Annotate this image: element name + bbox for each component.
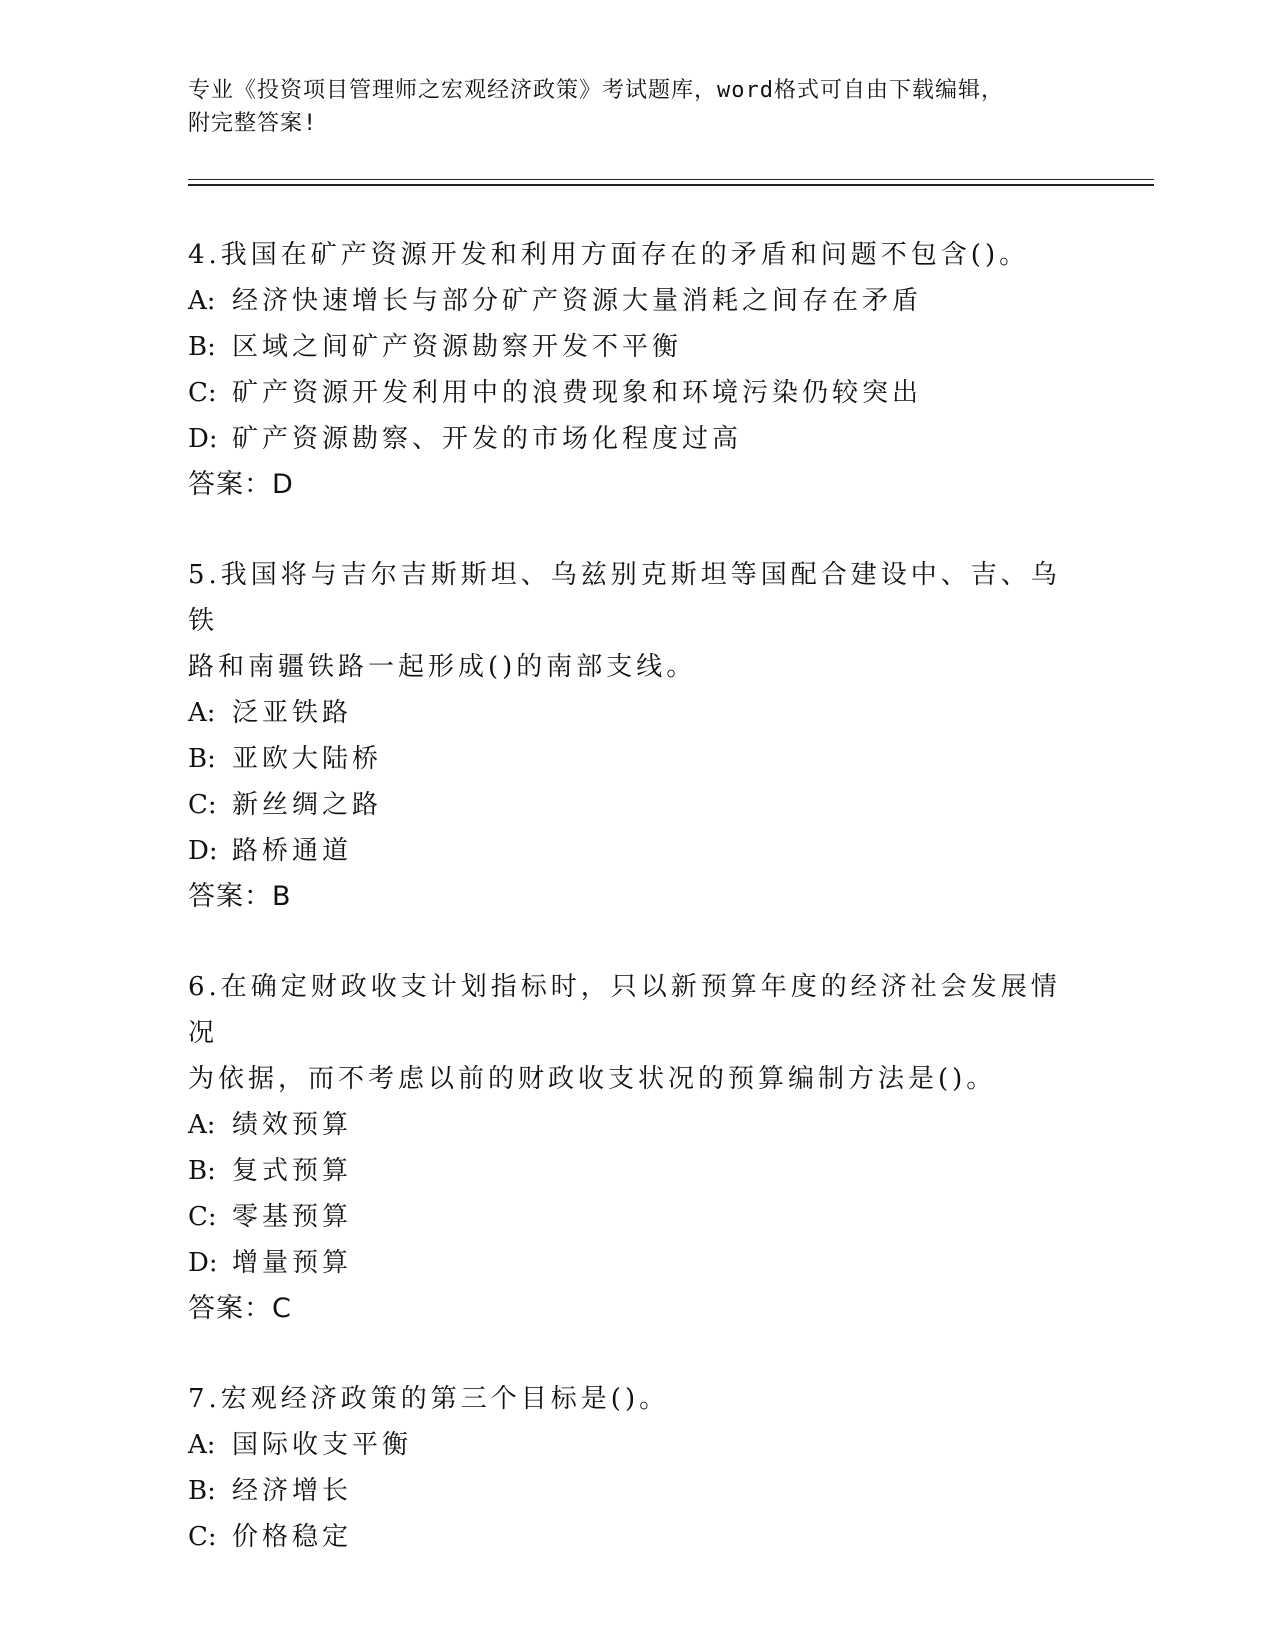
answer-option	[188, 1148, 1088, 1194]
question-block	[188, 552, 1088, 920]
option-key: A:	[188, 286, 216, 316]
option-text: 国际收支平衡	[232, 1430, 413, 1460]
answer-option	[188, 324, 1088, 370]
option-key: B:	[188, 744, 216, 774]
header-divider-thick	[188, 184, 1154, 186]
answer-key: 答案：B	[188, 881, 292, 912]
question-stem: 7.宏观经济政策的第三个目标是()。	[188, 1384, 670, 1414]
answer-option	[188, 416, 1088, 462]
question-block	[188, 232, 1088, 508]
answer-option	[188, 736, 1088, 782]
option-key: B:	[188, 332, 216, 362]
option-text: 零基预算	[232, 1202, 353, 1232]
header-line-1: 专业《投资项目管理师之宏观经济政策》考试题库，word格式可自由下载编辑，	[188, 78, 1004, 103]
answer-option	[188, 1102, 1088, 1148]
header-line-2: 附完整答案!	[188, 111, 318, 136]
answer-option	[188, 1468, 1088, 1514]
option-key: C:	[188, 378, 217, 408]
option-text: 泛亚铁路	[232, 698, 353, 728]
option-text: 复式预算	[232, 1156, 353, 1186]
document-header	[188, 74, 1088, 140]
option-key: B:	[188, 1156, 216, 1186]
header-divider-thin	[188, 179, 1154, 180]
question-stem: 路和南疆铁路一起形成()的南部支线。	[188, 652, 697, 682]
answer-option	[188, 1240, 1088, 1286]
option-key: A:	[188, 1430, 216, 1460]
option-text: 矿产资源勘察、开发的市场化程度过高	[232, 424, 743, 454]
option-key: A:	[188, 1110, 216, 1140]
option-text: 矿产资源开发利用中的浪费现象和环境污染仍较突出	[232, 378, 923, 408]
option-key: D:	[188, 424, 218, 454]
answer-key: 答案：C	[188, 1293, 292, 1324]
question-block	[188, 964, 1088, 1332]
answer-option	[188, 1514, 1088, 1560]
option-text: 经济快速增长与部分矿产资源大量消耗之间存在矛盾	[232, 286, 923, 316]
option-key: B:	[188, 1476, 216, 1506]
option-text: 增量预算	[232, 1248, 353, 1278]
option-text: 亚欧大陆桥	[232, 744, 383, 774]
option-text: 绩效预算	[232, 1110, 353, 1140]
option-key: C:	[188, 1522, 217, 1552]
question-stem: 为依据，而不考虑以前的财政收支状况的预算编制方法是()。	[188, 1064, 997, 1094]
answer-option	[188, 782, 1088, 828]
answer-option	[188, 690, 1088, 736]
option-text: 价格稳定	[232, 1522, 353, 1552]
answer-key: 答案：D	[188, 469, 294, 500]
question-stem: 5.我国将与吉尔吉斯斯坦、乌兹别克斯坦等国配合建设中、吉、乌铁	[188, 560, 1061, 636]
answer-option	[188, 828, 1088, 874]
option-text: 区域之间矿产资源勘察开发不平衡	[232, 332, 683, 362]
answer-option	[188, 1194, 1088, 1240]
option-key: A:	[188, 698, 216, 728]
question-stem: 4.我国在矿产资源开发和利用方面存在的矛盾和问题不包含()。	[188, 240, 1030, 270]
answer-option	[188, 1422, 1088, 1468]
option-key: D:	[188, 836, 218, 866]
question-stem: 6.在确定财政收支计划指标时，只以新预算年度的经济社会发展情况	[188, 972, 1061, 1048]
question-block	[188, 1376, 1088, 1560]
option-text: 经济增长	[232, 1476, 353, 1506]
option-key: D:	[188, 1248, 218, 1278]
option-text: 路桥通道	[232, 836, 353, 866]
option-key: C:	[188, 1202, 217, 1232]
question-list	[188, 232, 1088, 1604]
answer-option	[188, 278, 1088, 324]
option-key: C:	[188, 790, 217, 820]
answer-option	[188, 370, 1088, 416]
option-text: 新丝绸之路	[232, 790, 383, 820]
